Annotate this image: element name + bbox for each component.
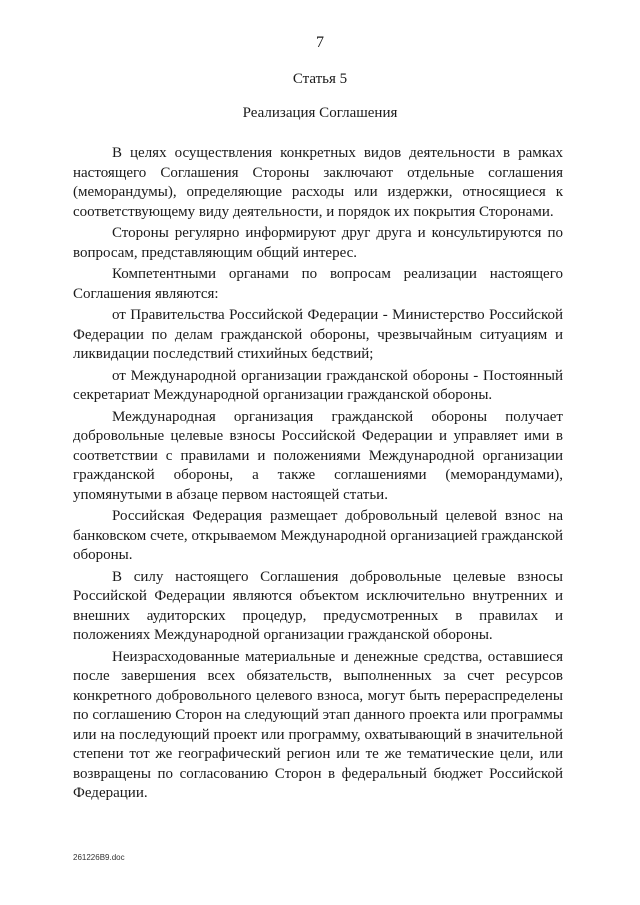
paragraph: от Правительства Российской Федерации - Министерство Российской Федерации по делам гражданской обороны, чрезвычайным ситуациям и ликвидации последствий стихийных бедствий; xyxy=(73,307,563,362)
paragraph: от Международной организации гражданской обороны - Постоянный секретариат Международной организации гражданской обороны. xyxy=(73,367,563,403)
article-heading: Статья 5 xyxy=(292,71,348,87)
paragraph: Компетентными органами по вопросам реализации настоящего Соглашения являются: xyxy=(73,266,563,302)
page-number: 7 xyxy=(316,34,324,51)
article-title: Реализация Соглашения xyxy=(242,105,398,121)
article-body xyxy=(73,144,563,806)
file-reference: 261226В9.doc xyxy=(73,853,125,862)
paragraph: В силу настоящего Соглашения добровольные целевые взносы Российской Федерации являются объектом исключительно внутренних и внешних аудиторских процедур, предусмотренных в правилах и положениях Международной организации гражданской обороны. xyxy=(73,568,563,643)
paragraph: Российская Федерация размещает добровольный целевой взнос на банковском счете, открываемом Международной организацией гражданской обороны. xyxy=(73,508,563,563)
paragraph: Неизрасходованные материальные и денежные средства, оставшиеся после завершения всех обязательств, выполненных за счет ресурсов конкретного добровольного целевого взноса, могут быть перераспределены по соглашению Сторон на следующий этап данного проекта или программы или на последующий проект или программу, охватывающий в значительной степени тот же географический регион или те же тематические цели, или возвращены по согласованию Сторон в федеральный бюджет Российской Федерации. xyxy=(73,648,563,801)
paragraph: Стороны регулярно информируют друг друга и консультируются по вопросам, представляющим общий интерес. xyxy=(73,225,563,261)
paragraph: Международная организация гражданской обороны получает добровольные целевые взносы Российской Федерации и управляет ими в соответствии с правилами и положениями Международной организации гражданской обороны, а также соглашениями (меморандумами), упомянутыми в абзаце первом настоящей статьи. xyxy=(73,408,563,503)
paragraph: В целях осуществления конкретных видов деятельности в рамках настоящего Соглашения Стороны заключают отдельные соглашения (меморандумы), определяющие расходы или издержки, относящиеся к соответствующему виду деятельности, и порядок их покрытия Сторонами. xyxy=(73,145,563,220)
